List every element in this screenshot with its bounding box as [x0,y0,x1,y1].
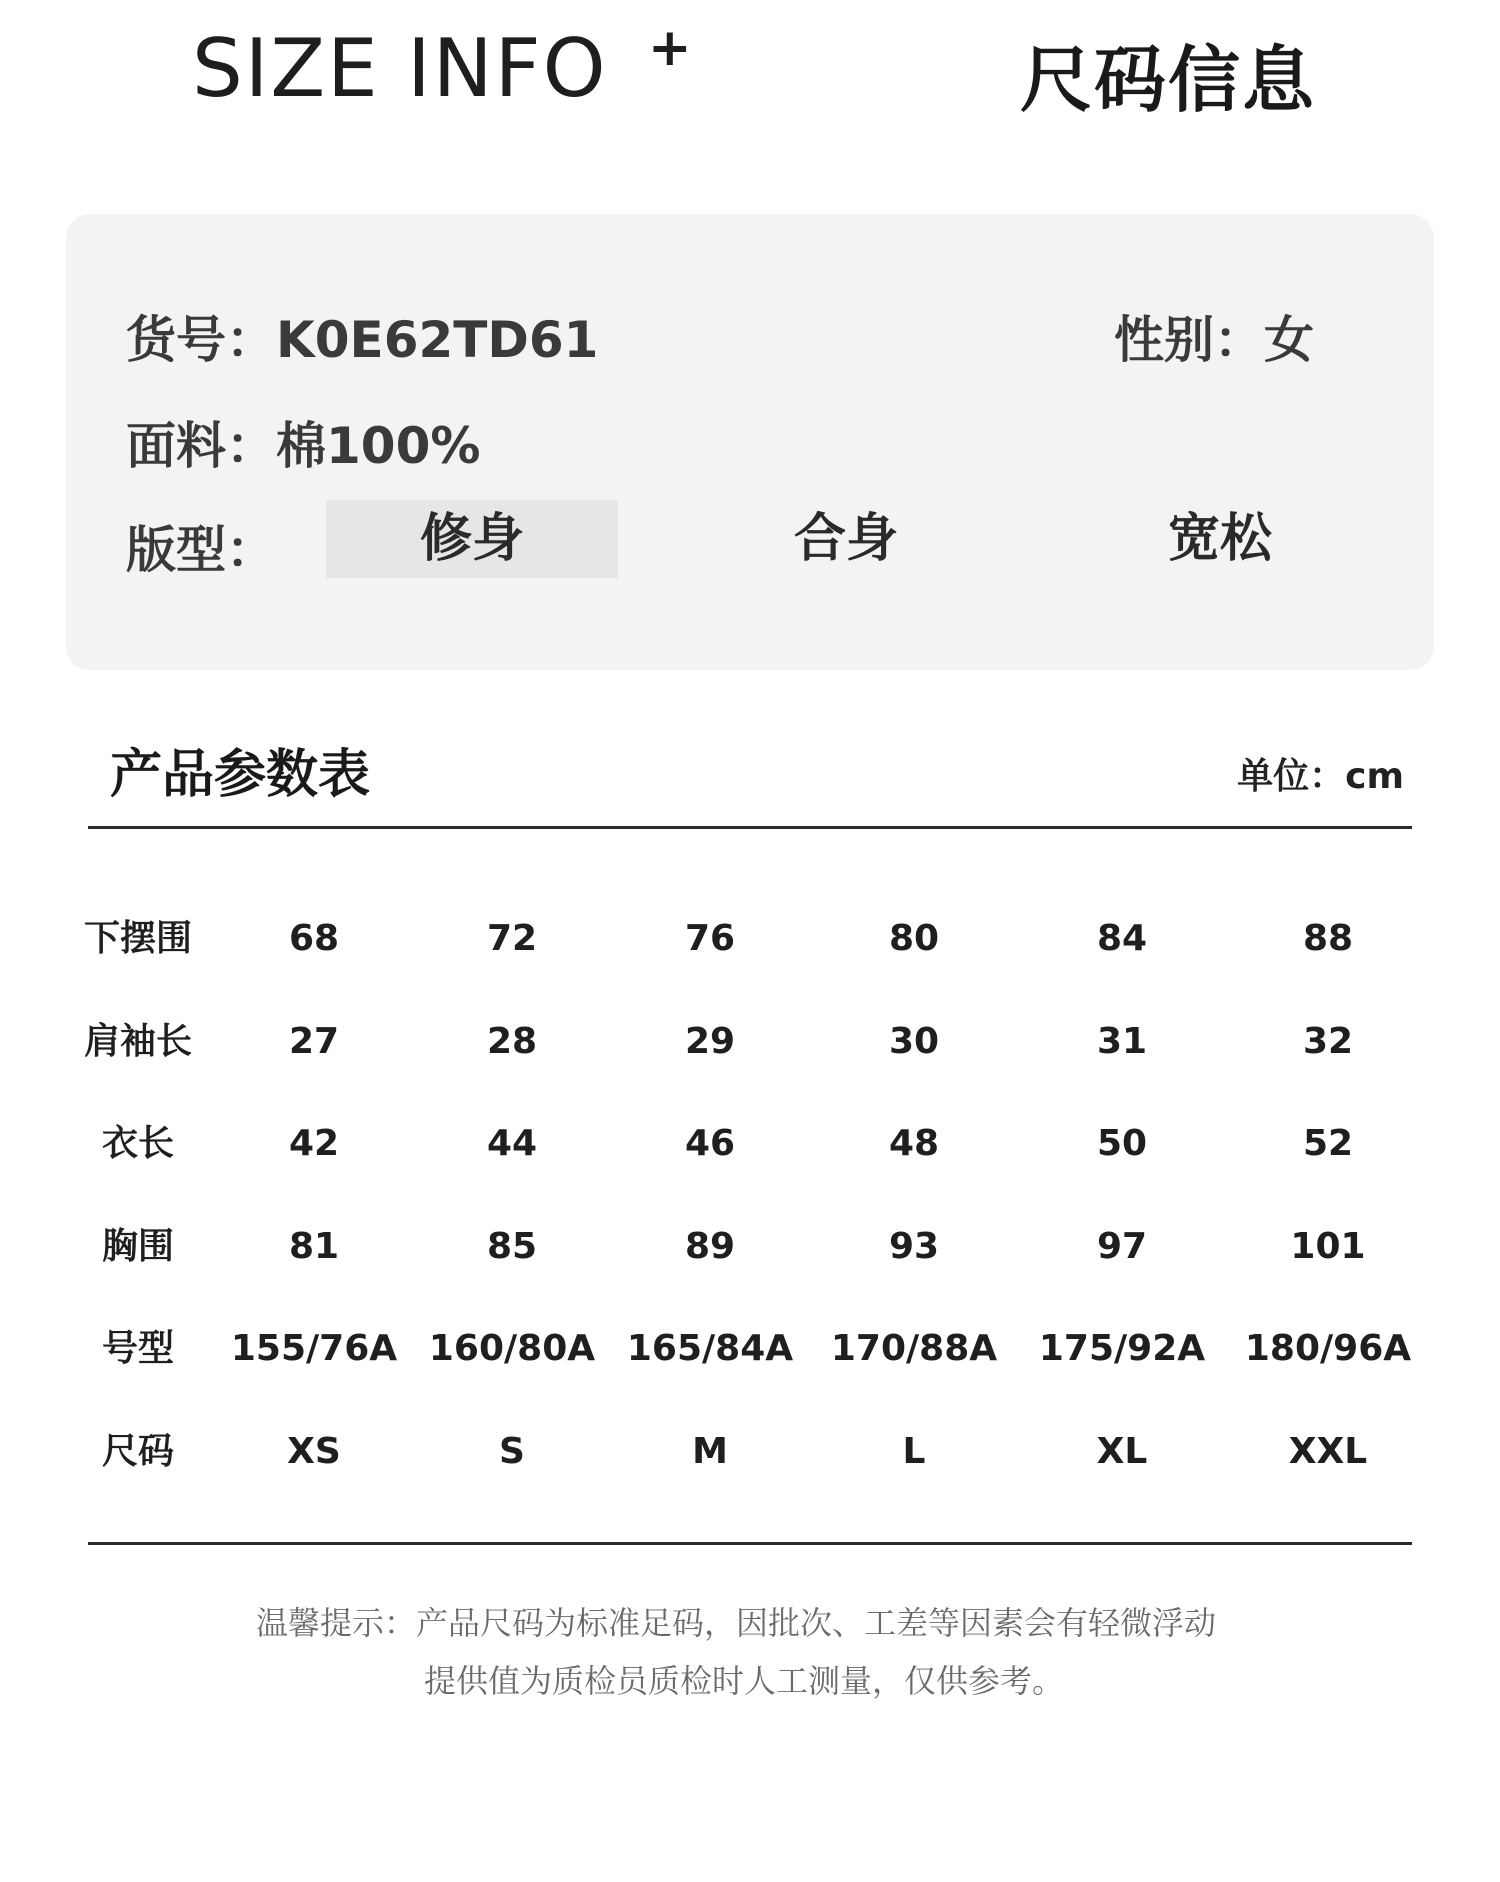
fit-option-regular: 合身 [793,509,898,569]
item-number-value: K0E62TD61 [276,311,599,369]
table-cell: 27 [288,1020,340,1062]
fit-option-loose: 宽松 [1167,509,1272,569]
table-cell: 97 [1096,1225,1148,1267]
table-cell: 50 [1096,1123,1148,1164]
table-cell: 89 [684,1225,736,1267]
item-number-label: 货号： [126,311,276,369]
title-english: SIZE INFO [192,22,608,115]
table-cell: 72 [486,918,538,959]
row-header: 尺码 [101,1430,174,1472]
table-row [74,1401,1426,1504]
title-chinese: 尺码信息 [1020,38,1317,122]
row-header: 下摆围 [83,918,192,959]
table-cell: 81 [288,1225,340,1267]
table-cell: 68 [288,918,340,959]
table-cell: 155/76A [230,1328,398,1369]
row-header: 胸围 [101,1225,174,1267]
fit-label: 版型： [126,521,276,579]
table-cell: 88 [1302,918,1354,959]
size-table [74,888,1426,1503]
table-row [74,1093,1426,1196]
table-cell: 52 [1302,1123,1354,1164]
table-row [74,991,1426,1094]
table-cell: XXL [1288,1430,1368,1472]
gender-label: 性别： [1114,311,1264,369]
table-cell: 48 [888,1123,940,1164]
size-table-title: 产品参数表 [110,745,371,805]
table-row [74,888,1426,991]
table-cell: L [902,1430,926,1472]
unit-label: 单位：cm [1237,756,1404,797]
table-cell: 44 [486,1123,538,1164]
table-cell: 160/80A [428,1328,596,1369]
table-cell: 101 [1290,1225,1366,1267]
item-number-row [126,300,598,372]
table-row [74,1298,1426,1401]
row-header: 衣长 [101,1123,174,1164]
table-cell: 165/84A [626,1328,794,1369]
table-cell: 46 [684,1123,736,1164]
table-cell: 85 [486,1225,538,1267]
gender-row [1114,300,1314,372]
table-cell: 76 [684,918,736,959]
footnote-line-2: 提供值为质检员质检时人工测量，仅供参考。 [424,1662,1065,1700]
fit-option-slim: 修身 [326,500,618,578]
fabric-label: 面料： [126,417,276,475]
table-cell: 29 [684,1020,736,1062]
fabric-row [126,406,480,478]
row-header: 肩袖长 [83,1020,192,1062]
table-cell: 170/88A [830,1328,998,1369]
table-cell: 30 [888,1020,940,1062]
table-cell: 42 [288,1123,340,1164]
row-header: 号型 [101,1328,174,1369]
table-cell: 28 [486,1020,538,1062]
table-cell: 93 [888,1225,940,1267]
table-bottom-divider [88,1542,1412,1545]
fabric-value: 棉100% [276,417,481,475]
table-row [74,1196,1426,1299]
table-cell: 180/96A [1244,1328,1412,1369]
table-cell: 32 [1302,1020,1354,1062]
table-cell: XS [287,1430,341,1472]
table-top-divider [88,826,1412,829]
table-cell: 31 [1096,1020,1148,1062]
table-cell: M [692,1430,728,1472]
table-cell: S [499,1430,525,1472]
gender-value: 女 [1264,311,1314,369]
table-cell: 84 [1096,918,1148,959]
footnote-line-1: 温馨提示：产品尺码为标准足码，因批次、工差等因素会有轻微浮动 [256,1604,1217,1642]
plus-icon: + [648,18,692,78]
table-cell: 80 [888,918,940,959]
table-cell: 175/92A [1038,1328,1206,1369]
table-cell: XL [1096,1430,1148,1472]
